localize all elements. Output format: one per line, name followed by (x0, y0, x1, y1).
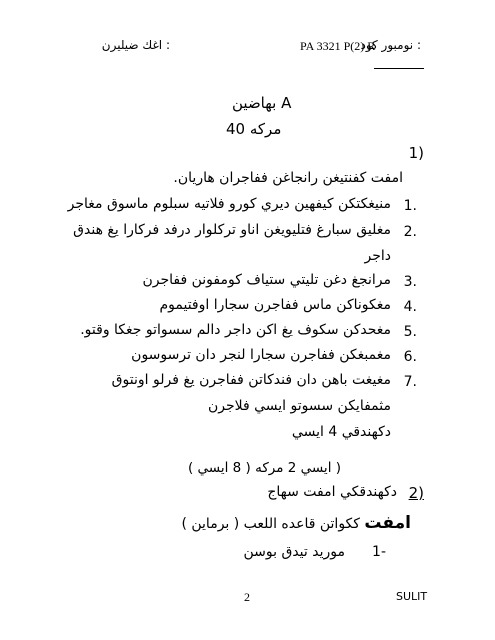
list-item-number: 7. (403, 374, 417, 390)
list-item-number: 4. (403, 299, 417, 315)
list-item-number: 5. (403, 324, 417, 340)
page-number: 2 (244, 590, 250, 604)
section-title: بهاضين A (232, 94, 292, 112)
section-marks: 40 مركه (226, 120, 282, 138)
list-item: مغحدكن سكوف يغ اكن داجر دالم سسواتو جغكا وقتو. (80, 322, 391, 338)
code-answer-line (374, 68, 424, 69)
code-label-text: نومبور كود : (360, 38, 421, 52)
list-item: مغيغت باهن دان فندكاتن ففاجرن يغ فرلو اونتوق (111, 372, 391, 388)
list-item: مرانجغ دغن تليتي ستياف كومفونن ففاجرن (142, 272, 391, 288)
heading-rest: ككواتن قاعده اللعب ( برماين ) (181, 516, 365, 532)
candidate-name-label: اغك ضيليرن : (101, 38, 170, 52)
question-2-instruction: دكهندقكي امفت سهاج (267, 484, 397, 500)
course-code: PA 3321 P(2) R (300, 39, 376, 53)
question-1-marks-note: ( ايسي 2 مركه ( 8 ايسي ) (188, 460, 341, 476)
list-item: مغكوناكن ماس ففاجرن سجارا اوفتيموم (159, 297, 391, 313)
list-item-number: 1. (403, 198, 417, 214)
list-item-number: 6. (403, 349, 417, 365)
answer-item-text: موريد تيدق بوسن (243, 544, 345, 560)
status-label: SULIT (396, 590, 428, 603)
list-item: مغمبغكن ففاجرن سجارا لنجر دان ترسوسون (131, 347, 391, 363)
list-item-continuation: داجر (364, 248, 391, 264)
question-2-heading (181, 513, 411, 533)
list-item-continuation: دكهندقي 4 ايسي (291, 424, 391, 440)
list-item-continuation: مثمفايكن سسوتو ايسي فلاجرن (207, 398, 391, 414)
list-item-number: 3. (403, 274, 417, 290)
answer-item-number: 1- (372, 544, 386, 560)
question-1-instruction: امفت كفنتيغن رانجاغن ففاجران هاريان. (173, 170, 403, 186)
list-item: مغليق سبارغ فتليويغن اناو تركلوار درفد فركارا يغ هندق (73, 222, 391, 238)
question-2-number: 2) (408, 484, 424, 502)
list-item-number: 2. (403, 224, 417, 240)
list-item: منيغكتكن كيفهين ديري كورو فلاتيه سبلوم ماسوق مغاجر (67, 196, 391, 212)
question-1-number: 1) (408, 144, 424, 162)
heading-bold-word: امفت (364, 513, 411, 533)
